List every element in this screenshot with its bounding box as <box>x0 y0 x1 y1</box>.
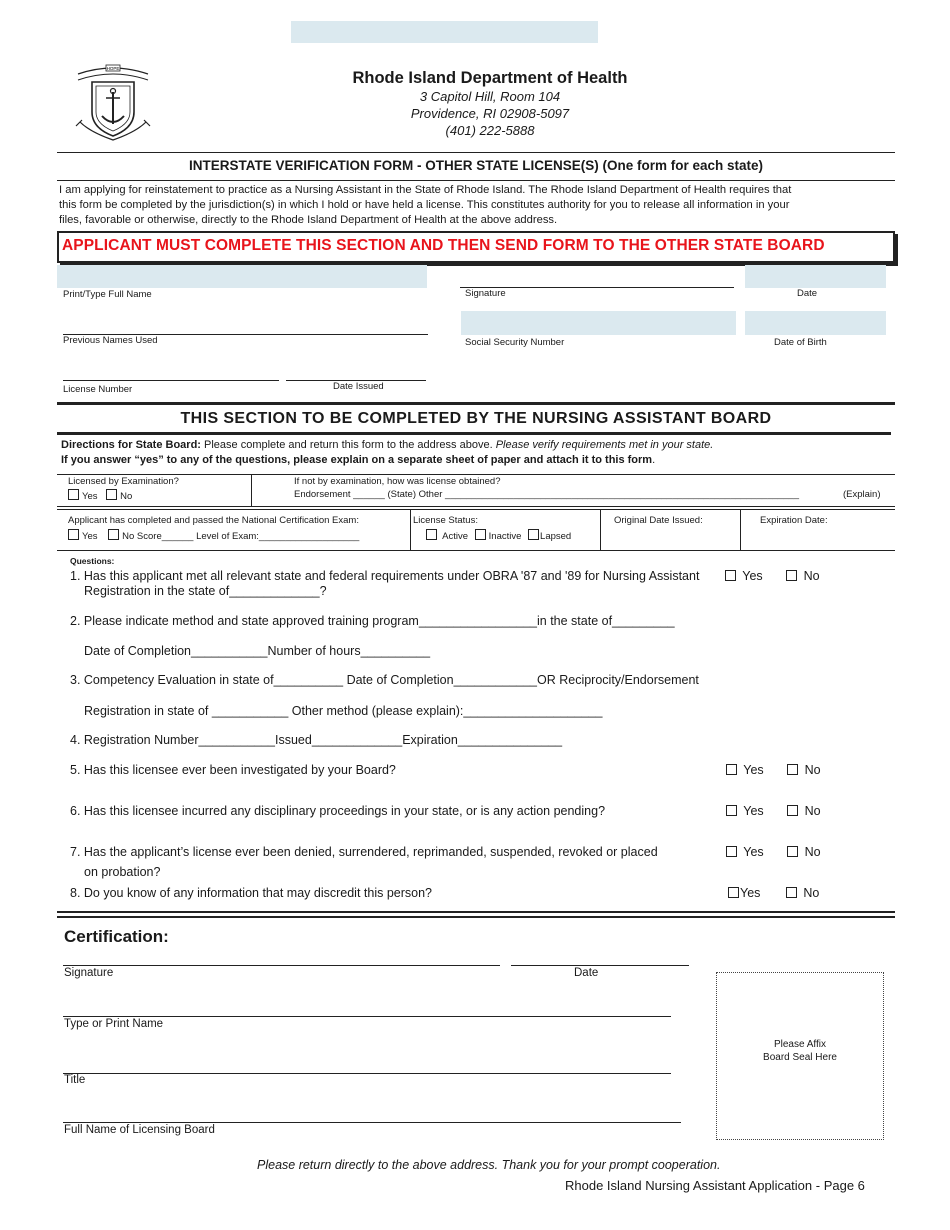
grid-vline-3 <box>600 509 601 550</box>
q6-yes-label: Yes <box>743 804 764 818</box>
dob-label: Date of Birth <box>774 337 827 348</box>
status-lapsed-checkbox[interactable] <box>528 529 539 540</box>
question-1-line-1: 1. Has this applicant met all relevant state and federal requirements under OBRA '87 and '89 for Nursing Assistant <box>70 569 700 583</box>
cert-date-line[interactable] <box>511 946 689 966</box>
exam-yes-checkbox[interactable] <box>68 489 79 500</box>
seal-box-line-2: Board Seal Here <box>763 1052 837 1063</box>
question-5: 5. Has this licensee ever been investigated by your Board? <box>70 763 396 777</box>
q8-no-label: No <box>803 886 820 900</box>
cert-signature-label: Signature <box>64 967 114 979</box>
dob-input[interactable] <box>745 311 886 335</box>
ssn-label: Social Security Number <box>465 337 565 348</box>
directions-italic: Please verify requirements met in your state. <box>495 439 714 451</box>
address-line-1: 3 Capitol Hill, Room 104 <box>419 89 561 104</box>
department-name: Rhode Island Department of Health <box>352 69 628 87</box>
status-lapsed-label: Lapsed <box>540 531 572 542</box>
q6-yes-checkbox[interactable] <box>726 805 737 816</box>
cert-date-label: Date <box>574 967 599 979</box>
applicant-banner-text: APPLICANT MUST COMPLETE THIS SECTION AND THEN SEND FORM TO THE OTHER STATE BOARD <box>62 237 825 254</box>
signature-label: Signature <box>465 288 506 299</box>
applicant-banner <box>57 231 895 263</box>
endorsement-line[interactable]: Endorsement ______ (State) Other ___________________________________________________________________ <box>294 489 800 500</box>
status-active-checkbox[interactable] <box>426 529 437 540</box>
question-1-line-2[interactable]: Registration in the state of_____________? <box>84 584 327 598</box>
q8-no-checkbox[interactable] <box>786 887 797 898</box>
full-name-input[interactable] <box>57 265 427 288</box>
exam-no-label: No <box>120 491 133 502</box>
q1-yes-checkbox[interactable] <box>725 570 736 581</box>
board-section-top-rule <box>57 402 895 405</box>
q8-yes-label: Yes <box>740 886 761 900</box>
intro-line-2: this form be completed by the jurisdiction(s) in which I hold or have held a license. This constitutes authority for you to release all information in your <box>59 199 790 211</box>
q6-no-label: No <box>804 804 821 818</box>
grid-rule-3 <box>57 550 895 551</box>
question-6-answers <box>726 804 821 818</box>
board-section-title-rule <box>57 432 891 435</box>
cert-name-label: Type or Print Name <box>64 1018 164 1030</box>
q6-no-checkbox[interactable] <box>787 805 798 816</box>
full-name-label: Print/Type Full Name <box>63 289 152 300</box>
question-8-answers <box>728 886 819 900</box>
directions-line-1 <box>61 438 891 453</box>
board-section-title: THIS SECTION TO BE COMPLETED BY THE NURSING ASSISTANT BOARD <box>180 410 772 427</box>
question-6: 6. Has this licensee incurred any disciplinary proceedings in your state, or is any action pending? <box>70 804 606 818</box>
header-divider <box>57 152 895 153</box>
date-issued-label: Date Issued <box>333 381 384 392</box>
address-line-2: Providence, RI 02908-5097 <box>410 106 570 121</box>
cert-board-label: Full Name of Licensing Board <box>64 1124 215 1136</box>
question-3-line-2[interactable]: Registration in state of ___________ Other method (please explain):____________________ <box>84 704 603 718</box>
seal-box-line-1: Please Affix <box>773 1039 827 1050</box>
q7-no-checkbox[interactable] <box>787 846 798 857</box>
cert-no-checkbox[interactable] <box>108 529 119 540</box>
q7-yes-checkbox[interactable] <box>726 846 737 857</box>
cert-title-line[interactable] <box>63 1054 671 1074</box>
question-2-line-1[interactable]: 2. Please indicate method and state approved training program_________________in the state of_________ <box>70 614 675 628</box>
grid-rule-1 <box>57 474 895 475</box>
licensed-by-exam-options <box>68 489 132 502</box>
q5-yes-checkbox[interactable] <box>726 764 737 775</box>
questions-bottom-rule-1 <box>57 911 895 913</box>
previous-names-line[interactable] <box>63 314 428 335</box>
expiration-date-label: Expiration Date: <box>760 515 828 526</box>
directions-line-2 <box>61 453 891 468</box>
cert-name-line[interactable] <box>63 997 671 1017</box>
explain-label: (Explain) <box>843 489 881 500</box>
grid-rule-2 <box>57 506 895 507</box>
license-status-options <box>426 529 571 542</box>
intro-paragraph <box>59 183 899 228</box>
directions-bold-line: If you answer “yes” to any of the questions, please explain on a separate sheet of paper and attach it to this form <box>61 454 653 466</box>
intro-line-1: I am applying for reinstatement to practice as a Nursing Assistant in the State of Rhode Island. The Rhode Island Department of Health requires that <box>59 184 792 196</box>
signature-line[interactable] <box>460 265 734 288</box>
licensed-by-exam-label: Licensed by Examination? <box>68 476 179 487</box>
seal-hope-text: HOPE <box>106 66 120 71</box>
national-cert-label: Applicant has completed and passed the National Certification Exam: <box>68 515 359 526</box>
directions <box>61 438 891 468</box>
question-2-line-2[interactable]: Date of Completion___________Number of hours__________ <box>84 644 431 658</box>
status-active-label: Active <box>442 531 468 542</box>
q5-yes-label: Yes <box>743 763 764 777</box>
grid-vline-1 <box>251 474 252 506</box>
date-issued-line[interactable] <box>286 360 426 381</box>
q1-yes-label: Yes <box>742 569 763 583</box>
questions-label: Questions: <box>70 556 115 566</box>
national-cert-options <box>68 529 359 542</box>
question-5-answers <box>726 763 821 777</box>
status-inactive-checkbox[interactable] <box>475 529 486 540</box>
cert-board-line[interactable] <box>63 1103 681 1123</box>
date-input[interactable] <box>745 265 886 288</box>
license-number-line[interactable] <box>63 360 279 381</box>
question-8: 8. Do you know of any information that may discredit this person? <box>70 886 432 900</box>
directions-text: Please complete and return this form to the address above. <box>200 439 496 451</box>
previous-names-label: Previous Names Used <box>63 335 158 346</box>
if-not-exam-label: If not by examination, how was license obtained? <box>294 476 501 487</box>
cert-yes-checkbox[interactable] <box>68 529 79 540</box>
license-number-label: License Number <box>63 384 133 395</box>
q5-no-checkbox[interactable] <box>787 764 798 775</box>
cert-signature-line[interactable] <box>63 946 500 966</box>
cert-score-line[interactable]: No Score______ Level of Exam:___________________ <box>122 531 360 542</box>
question-7-line-1: 7. Has the applicant’s license ever been denied, surrendered, reprimanded, suspended, revoked or placed <box>70 845 658 859</box>
ri-state-seal <box>70 62 156 144</box>
questions-bottom-rule-2 <box>57 916 895 918</box>
question-7-line-2: on probation? <box>84 865 161 879</box>
q5-no-label: No <box>804 763 821 777</box>
page-label: Rhode Island Nursing Assistant Application - Page 6 <box>565 1178 865 1193</box>
exam-no-checkbox[interactable] <box>106 489 117 500</box>
question-7-answers <box>726 845 821 859</box>
q7-yes-label: Yes <box>743 845 764 859</box>
question-3-line-1[interactable]: 3. Competency Evaluation in state of__________ Date of Completion____________OR Reciprocity/Endorsement <box>70 673 699 687</box>
ssn-input[interactable] <box>461 311 736 335</box>
intro-line-3: files, favorable or otherwise, directly to the Rhode Island Department of Health at the above address. <box>59 214 558 226</box>
q1-no-label: No <box>803 569 820 583</box>
form-title: INTERSTATE VERIFICATION FORM - OTHER STATE LICENSE(S) (One form for each state) <box>188 158 764 173</box>
cert-title-label: Title <box>64 1074 86 1086</box>
q1-no-checkbox[interactable] <box>786 570 797 581</box>
original-date-label: Original Date Issued: <box>614 515 703 526</box>
exam-yes-label: Yes <box>82 491 98 502</box>
title-divider <box>57 180 895 181</box>
board-seal-box[interactable] <box>716 972 884 1140</box>
grid-vline-4 <box>740 509 741 550</box>
grid-rule-2b <box>57 509 895 510</box>
phone-number: (401) 222-5888 <box>445 123 535 138</box>
date-label: Date <box>797 288 818 299</box>
return-note: Please return directly to the above address. Thank you for your prompt cooperation. <box>257 1158 721 1172</box>
question-1-answers <box>725 569 820 583</box>
license-status-label: License Status: <box>413 515 478 526</box>
certification-title: Certification: <box>64 927 169 946</box>
q7-no-label: No <box>804 845 821 859</box>
directions-label: Directions for State Board: <box>61 439 201 451</box>
grid-vline-2 <box>410 509 411 550</box>
top-fill-field[interactable] <box>291 21 598 43</box>
q8-yes-checkbox[interactable] <box>728 887 739 898</box>
question-4[interactable]: 4. Registration Number___________Issued_____________Expiration_______________ <box>70 733 563 747</box>
directions-period: . <box>652 454 656 466</box>
status-inactive-label: Inactive <box>488 531 522 542</box>
cert-yes-label: Yes <box>82 531 98 542</box>
